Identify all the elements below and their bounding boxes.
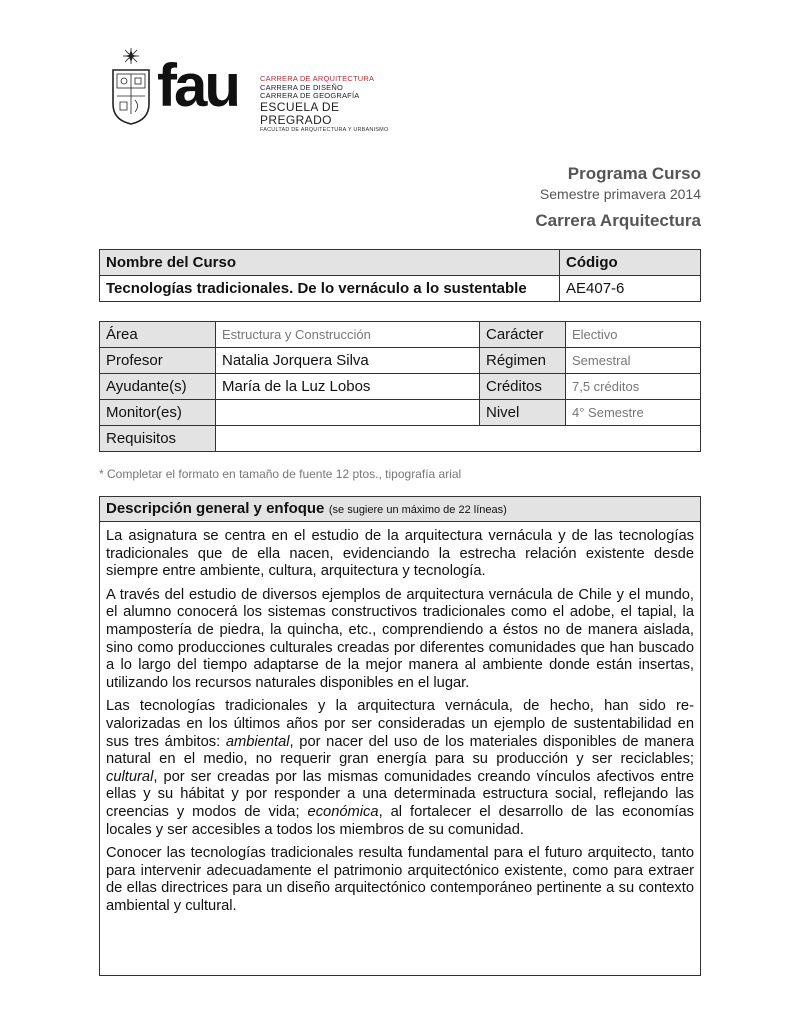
description-paragraph-3	[106, 698, 694, 839]
course-info-table	[99, 321, 701, 452]
area-value: Estructura y Construcción	[216, 322, 480, 348]
profesor-value: Natalia Jorquera Silva	[216, 348, 480, 374]
table-row	[100, 400, 701, 426]
regimen-label: Régimen	[480, 348, 566, 374]
format-note: * Completar el formato en tamaño de fuente 12 ptos., tipografía arial	[99, 467, 462, 481]
course-name: Tecnologías tradicionales. De lo vernáculo a lo sustentable	[100, 276, 560, 302]
p3-part-2: , por nacer del uso de los materiales disponibles de manera natural en el medio, no requerir gran energía para su producción y ser reciclables;	[106, 733, 694, 768]
caracter-value: Electivo	[566, 322, 701, 348]
fau-wordmark: fau	[157, 52, 238, 119]
description-paragraph-1: La asignatura se centra en el estudio de la arquitectura vernácula y de las tecnologías tradicionales que de ella nacen, evidenciando la estrecha relación existente desde siempre entre ambiente, cultura, arquitectura y tecnología.	[106, 528, 694, 580]
course-code-header: Código	[560, 250, 701, 276]
logo-line-4: ESCUELA DE PREGRADO	[260, 99, 340, 127]
p3-em-cultural: cultural	[106, 768, 154, 785]
description-paragraph-2: A través del estudio de diversos ejemplos de arquitectura vernácula de Chile y el mundo, el alumno conocerá los sistemas constructivos tradicionales como el adobe, el tapial, la mampostería de piedra, la quincha, etc., comprendiendo a éstos no de manera aislada, sino como producciones culturales creadas por diferentes comunidades que han buscado a lo largo del tiempo adaptarse de la mejor manera al ambiente donde están insertas, utilizando los recursos naturales disponibles en el lugar.	[106, 586, 694, 691]
regimen-value: Semestral	[566, 348, 701, 374]
creditos-label: Créditos	[480, 374, 566, 400]
table-row	[100, 348, 701, 374]
description-section	[99, 496, 701, 976]
p3-part-3: , por ser creadas por las mismas comunidades creando vínculos afectivos entre ellas y su hábitat y por responder a una determinada estructura social, reflejando las creencias y modos de vida;	[106, 768, 694, 820]
logo-line-5: FACULTAD DE ARQUITECTURA Y URBANISMO	[260, 126, 389, 133]
semester-label: Semestre primavera 2014	[539, 186, 701, 202]
description-header	[100, 497, 700, 522]
description-title: Descripción general y enfoque	[106, 500, 325, 517]
description-hint: (se sugiere un máximo de 22 líneas)	[328, 504, 507, 516]
table-row	[100, 322, 701, 348]
p3-part-1: Las tecnologías tradicionales y la arquitectura vernácula, de hecho, han sido re-valorizadas en los últimos años por ser consideradas un ejemplo de sustentabilidad en sus tres ámbitos:	[106, 698, 694, 750]
university-crest-icon	[110, 46, 152, 126]
description-body	[100, 522, 700, 915]
caracter-label: Carácter	[480, 322, 566, 348]
nivel-value: 4° Semestre	[566, 400, 701, 426]
p3-part-4: , al fortalecer el desarrollo de las economías locales y ser accesibles a todos los miembros de su comunidad.	[106, 803, 694, 838]
logo-line-3: CARRERA DE GEOGRAFÍA	[260, 91, 360, 100]
page-title: Programa Curso	[567, 164, 701, 183]
profesor-label: Profesor	[100, 348, 216, 374]
ayudante-value: María de la Luz Lobos	[216, 374, 480, 400]
creditos-value: 7,5 créditos	[566, 374, 701, 400]
logo-line-1: CARRERA DE ARQUITECTURA	[260, 74, 375, 83]
course-name-header: Nombre del Curso	[100, 250, 560, 276]
career-label: Carrera Arquitectura	[535, 211, 701, 230]
area-label: Área	[100, 322, 216, 348]
logo-line-2: CARRERA DE DISEÑO	[260, 82, 343, 92]
requisitos-value	[216, 426, 701, 452]
table-row	[100, 374, 701, 400]
nivel-label: Nivel	[480, 400, 566, 426]
monitor-value	[216, 400, 480, 426]
requisitos-label: Requisitos	[100, 426, 216, 452]
monitor-label: Monitor(es)	[100, 400, 216, 426]
table-row	[100, 426, 701, 452]
ayudante-label: Ayudante(s)	[100, 374, 216, 400]
p3-em-economica: económica	[307, 803, 379, 820]
p3-em-ambiental: ambiental	[225, 733, 290, 750]
description-paragraph-4: Conocer las tecnologías tradicionales resulta fundamental para el futuro arquitecto, tanto para intervenir adecuadamente el patrimonio arquitectónico existente, como para extraer de ellas directrices para un diseño arquitectónico contemporáneo pertinente a su contexto ambiental y cultural.	[106, 845, 694, 914]
course-table	[99, 249, 701, 302]
logo-text	[260, 75, 400, 134]
university-logo	[110, 46, 400, 133]
course-code: AE407-6	[560, 276, 701, 302]
